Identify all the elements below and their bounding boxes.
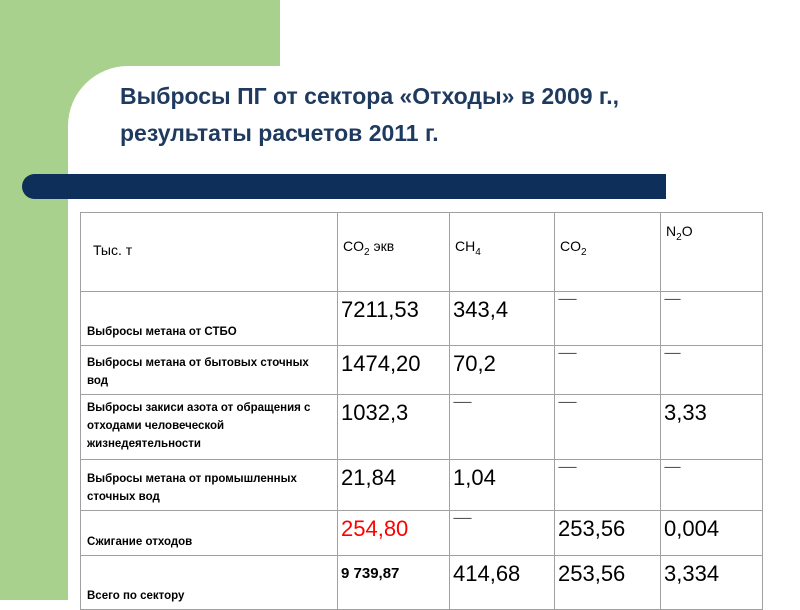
cell-co2: ---------: [555, 346, 661, 395]
cell-co2: 253,56: [555, 556, 661, 610]
row-label: Всего по сектору: [81, 556, 338, 610]
cell-ch4: 1,04: [450, 460, 555, 511]
title-line-1: Выбросы ПГ от сектора «Отходы» в 2009 г.,: [120, 83, 619, 109]
row-label: Сжигание отходов: [81, 511, 338, 556]
row-label: Выбросы метана от СТБО: [81, 292, 338, 346]
cell-n2o: --------: [661, 292, 763, 346]
title-line-2: результаты расчетов 2011 г.: [120, 120, 439, 146]
cell-co2: ---------: [555, 292, 661, 346]
cell-ch4: 343,4: [450, 292, 555, 346]
cell-co2: 253,56: [555, 511, 661, 556]
header-ch4: $CH_4$: [450, 213, 555, 292]
table-row: [81, 292, 763, 346]
cell-co2eq: 9 739,87: [338, 556, 450, 610]
cell-n2o: 3,334: [661, 556, 763, 610]
page-title: [120, 78, 760, 152]
table-row-total: [81, 556, 763, 610]
header-n2o: $N_2O$: [661, 213, 763, 292]
emissions-table: [80, 212, 763, 610]
cell-co2eq: 1032,3: [338, 395, 450, 460]
table-row: [81, 460, 763, 511]
header-co2eq: $CO_2$ экв: [338, 213, 450, 292]
header-co2: $CO_2$: [555, 213, 661, 292]
title-divider-bar: [22, 174, 666, 199]
table-header-row: [81, 213, 763, 292]
cell-n2o: --------: [661, 460, 763, 511]
table-row: [81, 511, 763, 556]
cell-ch4: ---------: [450, 395, 555, 460]
cell-co2eq: 7211,53: [338, 292, 450, 346]
cell-n2o: 3,33: [661, 395, 763, 460]
cell-n2o: --------: [661, 346, 763, 395]
header-unit: Тыс. т: [81, 213, 338, 292]
row-label: Выбросы метана от бытовых сточных вод: [81, 346, 338, 395]
cell-ch4: 414,68: [450, 556, 555, 610]
cell-ch4: 70,2: [450, 346, 555, 395]
cell-co2eq: 21,84: [338, 460, 450, 511]
cell-ch4: ---------: [450, 511, 555, 556]
table-row: [81, 346, 763, 395]
cell-co2eq: 1474,20: [338, 346, 450, 395]
cell-co2eq-highlighted: 254,80: [338, 511, 450, 556]
row-label: Выбросы метана от промышленных сточных вод: [81, 460, 338, 511]
table-row: [81, 395, 763, 460]
cell-co2: ---------: [555, 395, 661, 460]
cell-co2: ---------: [555, 460, 661, 511]
row-label: Выбросы закиси азота от обращения с отходами человеческой жизнедеятельности: [81, 395, 338, 460]
cell-n2o: 0,004: [661, 511, 763, 556]
